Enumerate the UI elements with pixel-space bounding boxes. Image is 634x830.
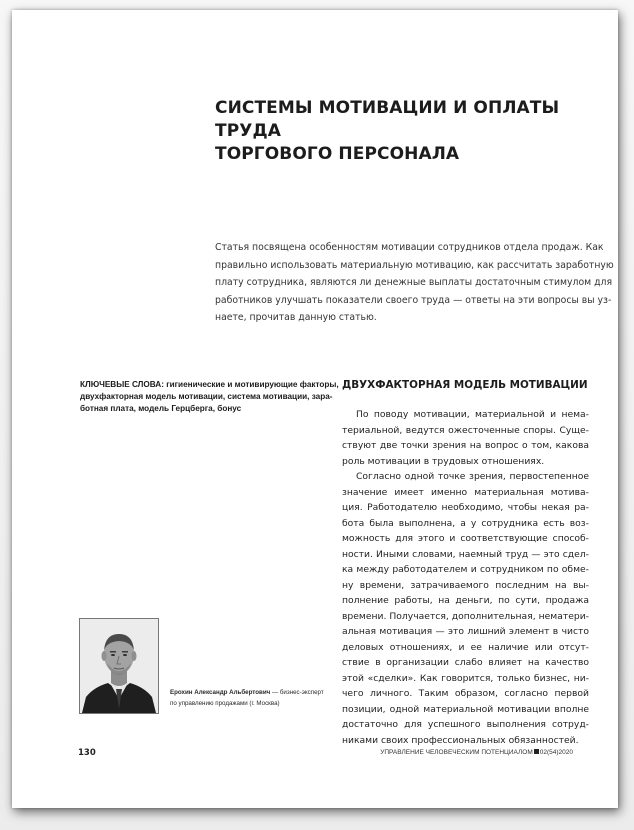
body-line: ности. Иными словами, наемный труд — это сдел- <box>342 548 589 560</box>
body-line: По поводу мотивации, материальной и нема- <box>356 409 589 420</box>
article-body <box>342 407 589 748</box>
article-title-line: СИСТЕМЫ МОТИВАЦИИ И ОПЛАТЫ ТРУДА <box>215 98 560 141</box>
author-name: Ерохин Александр Альбертович <box>170 689 271 696</box>
body-line: роль мотивации в трудовых отношениях. <box>342 455 545 467</box>
running-footer <box>380 749 573 756</box>
article-title <box>215 97 605 166</box>
body-line: Согласно одной точке зрения, первостепенное <box>356 471 589 482</box>
document-page <box>12 10 618 808</box>
body-line: достаточно для успешного выполнения сотруд- <box>342 719 589 730</box>
author-portrait-image <box>80 619 158 713</box>
author-role: — бизнес-эксперт <box>270 689 324 696</box>
article-lead <box>215 239 614 327</box>
body-line: времени. Получается, дополнительная, нематери- <box>342 610 589 622</box>
body-line: териальной, ведутся ожесточенные споры. Суще- <box>342 424 589 436</box>
body-line: ствуют две точки зрения на вопрос о том, какова <box>342 440 589 451</box>
issue-number: 02(54)2020 <box>539 749 573 756</box>
keywords-line: КЛЮЧЕВЫЕ СЛОВА: гигиенические и мотивирующие факторы, <box>80 380 339 389</box>
keywords-line: ботная плата, модель Герцберга, бонус <box>80 403 242 413</box>
keywords-line: двухфакторная модель мотивации, система мотивации, зара- <box>80 391 333 401</box>
keywords <box>80 379 339 415</box>
lead-line: плату сотрудника, являются ли денежные выплаты достаточным стимулом для <box>215 277 613 289</box>
section-heading: ДВУХФАКТОРНАЯ МОДЕЛЬ МОТИВАЦИИ <box>342 379 588 391</box>
body-line: ну времени, затрачиваемого последним на вы- <box>342 579 589 591</box>
body-line: бота была выполнена, а у сотрудника есть воз- <box>342 517 589 529</box>
body-line: ция. Работодателю необходимо, чтобы некая ра- <box>342 502 589 513</box>
author-caption-line <box>170 687 370 698</box>
square-bullet-icon <box>534 749 539 754</box>
article-title-line: ТОРГОВОГО ПЕРСОНАЛА <box>215 144 460 164</box>
body-line: альная мотивация — это лишний элемент в чисто <box>342 626 589 637</box>
body-line: ка между работодателем и сотрудником по обме- <box>342 564 589 575</box>
author-role-line: по управлению продажами (г. Москва) <box>170 700 280 707</box>
body-line: ствие в организации слабо влияет на качество <box>342 657 589 668</box>
body-line: никами своих профессиональных обязанностей. <box>342 734 579 746</box>
author-caption <box>170 687 370 709</box>
author-photo <box>79 618 159 714</box>
body-line: деловых отношениях, и ее наличие или отсут- <box>342 641 589 653</box>
body-line: можность для этого и соответствующие способ- <box>342 533 589 544</box>
lead-line: наете, прочитав данную статью. <box>215 312 377 324</box>
body-line: чего личного. Таким образом, согласно первой <box>342 688 589 699</box>
journal-title: УПРАВЛЕНИЕ ЧЕЛОВЕЧЕСКИМ ПОТЕНЦИАЛОМ <box>380 749 533 756</box>
lead-line: Статья посвящена особенностям мотивации сотрудников отдела продаж. Как <box>215 242 604 253</box>
lead-line: работников улучшать показатели своего труда — ответы на эти вопросы вы уз- <box>215 294 612 306</box>
lead-line: правильно использовать материальную мотивацию, как рассчитать заработную <box>215 259 614 271</box>
body-line: этой «сделки». Как говорится, только бизнес, ни- <box>342 672 589 684</box>
body-line: позиции, одной материальной мотивации вполне <box>342 703 589 715</box>
page-number: 130 <box>78 748 96 758</box>
body-line: значение имеет именно материальная мотива- <box>342 486 589 498</box>
body-line: полнение работы, на деньги, по сути, продажа <box>342 595 589 606</box>
